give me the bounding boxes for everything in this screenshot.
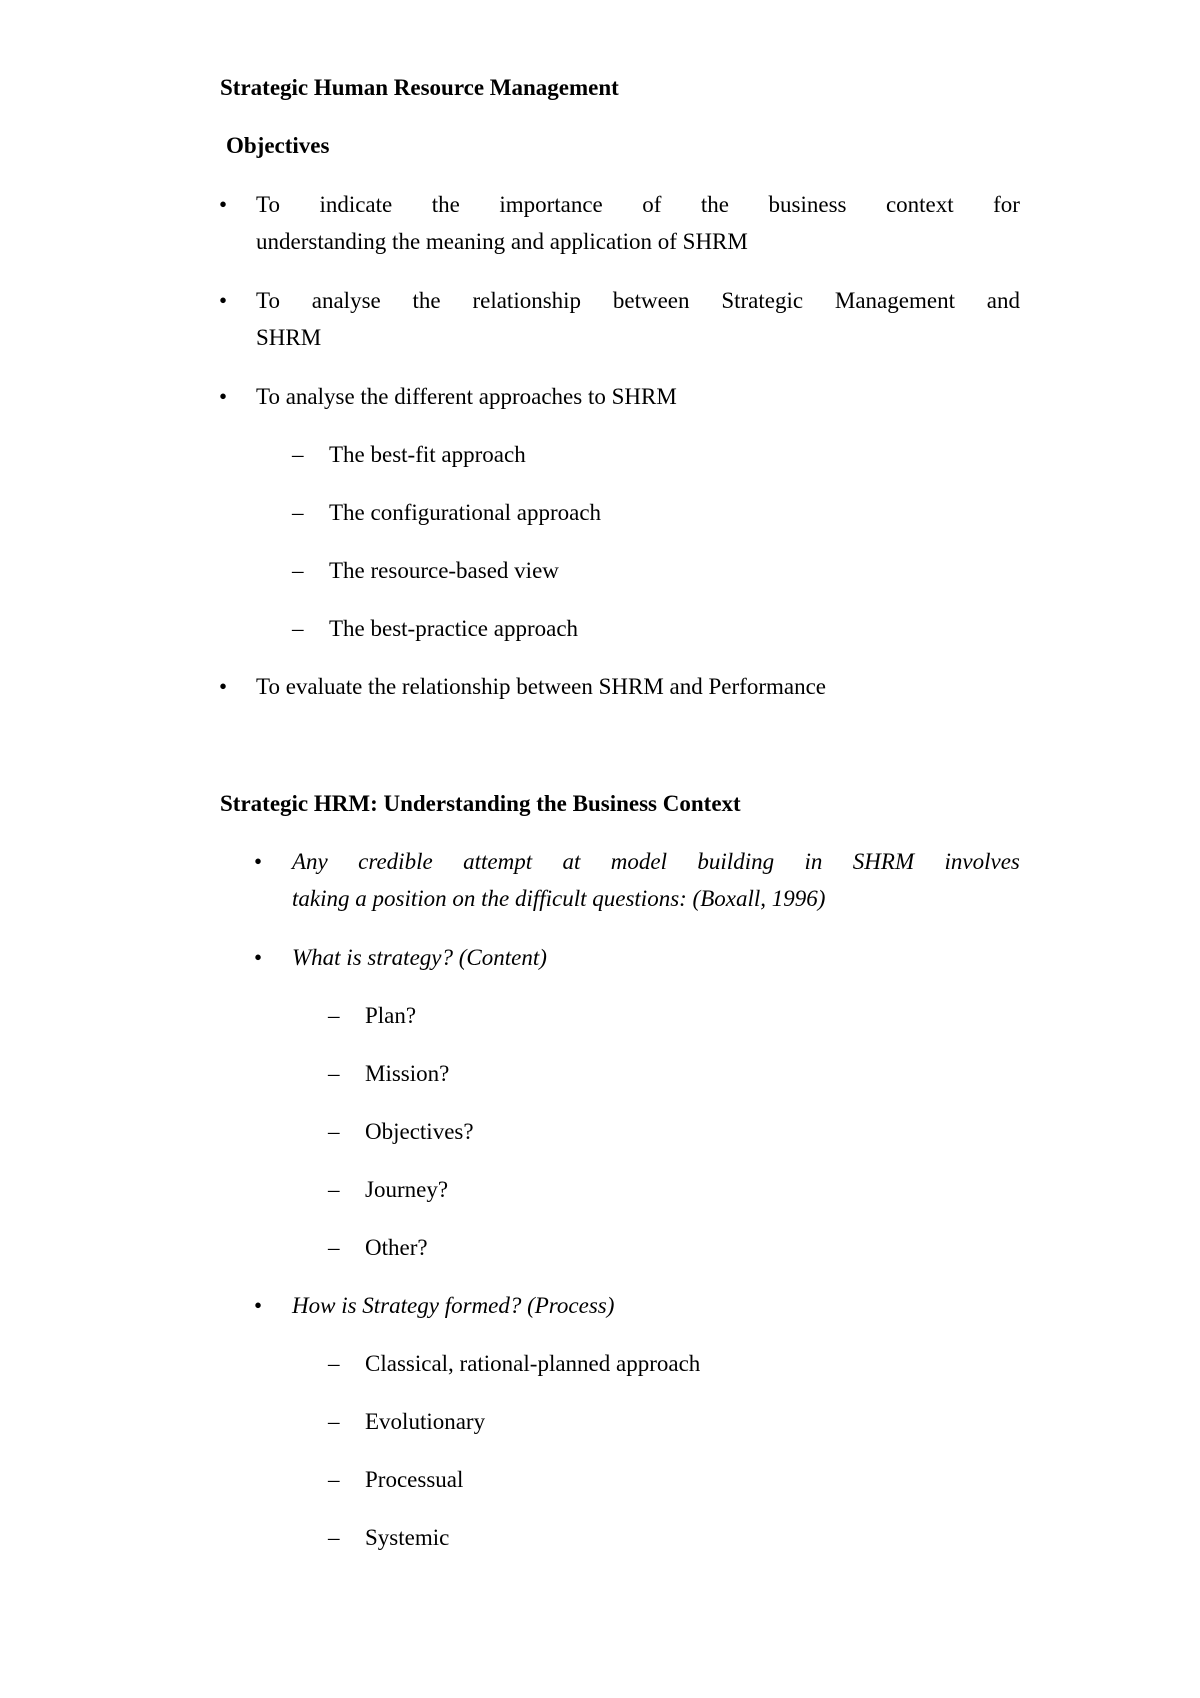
approach-item: The resource-based view (329, 558, 559, 583)
word: between (612, 288, 690, 313)
word: involves (944, 849, 1020, 874)
section-heading: Strategic HRM: Understanding the Business Context (220, 791, 741, 816)
word: in (804, 849, 823, 874)
strategy-process-item: Processual (365, 1467, 464, 1492)
word: credible (358, 849, 433, 874)
objective-3-line-1: To analyse the different approaches to SHRM (256, 384, 677, 409)
word: the (700, 192, 730, 217)
section2-item-1-line-2: taking a position on the difficult questions: (Boxall, 1996) (292, 886, 826, 911)
word: the (431, 192, 460, 217)
word: of (642, 192, 662, 217)
word: building (697, 849, 775, 874)
strategy-content-item: Objectives? (365, 1119, 474, 1144)
document-title: Strategic Human Resource Management (220, 75, 619, 100)
dash-icon: – (328, 1177, 340, 1202)
bullet-icon: • (219, 288, 228, 313)
objective-1-line-2: understanding the meaning and application of SHRM (256, 229, 748, 254)
word: SHRM (852, 849, 915, 874)
word: context (885, 192, 954, 217)
word: the (412, 288, 441, 313)
objective-1-line-1 (256, 191, 1020, 219)
word: To (256, 192, 280, 217)
dash-icon: – (328, 1409, 340, 1434)
objective-2-line-1 (256, 287, 1020, 315)
word: importance (499, 192, 603, 217)
strategy-content-item: Plan? (365, 1003, 417, 1028)
word: relationship (472, 288, 582, 313)
dash-icon: – (328, 1467, 340, 1492)
strategy-process-item: Systemic (365, 1525, 450, 1550)
word: for (993, 192, 1020, 217)
bullet-icon: • (219, 674, 228, 699)
word: business (768, 192, 847, 217)
dash-icon: – (328, 1351, 340, 1376)
word: To (256, 288, 280, 313)
objective-2-line-2: SHRM (256, 325, 322, 350)
word: Any (292, 849, 328, 874)
dash-icon: – (328, 1235, 340, 1260)
dash-icon: – (328, 1003, 340, 1028)
word: attempt (463, 849, 533, 874)
section2-item-1-line-1 (292, 848, 1020, 876)
dash-icon: – (292, 500, 304, 525)
objectives-heading: Objectives (226, 133, 330, 158)
dash-icon: – (328, 1525, 340, 1550)
word: Management (834, 288, 955, 313)
dash-icon: – (292, 442, 304, 467)
bullet-icon: • (254, 1293, 263, 1318)
dash-icon: – (328, 1061, 340, 1086)
objective-4-line-1: To evaluate the relationship between SHRM and Performance (256, 674, 827, 699)
dash-icon: – (292, 616, 304, 641)
word: Strategic (721, 288, 804, 313)
dash-icon: – (292, 558, 304, 583)
approach-item: The best-practice approach (329, 616, 579, 641)
dash-icon: – (328, 1119, 340, 1144)
word: model (610, 849, 668, 874)
approach-item: The best-fit approach (329, 442, 526, 467)
strategy-content-item: Journey? (365, 1177, 449, 1202)
approach-item: The configurational approach (329, 500, 602, 525)
section2-item-3: How is Strategy formed? (Process) (292, 1293, 615, 1318)
strategy-process-item: Classical, rational-planned approach (365, 1351, 701, 1376)
word: at (562, 849, 581, 874)
word: analyse (311, 288, 381, 313)
bullet-icon: • (254, 945, 263, 970)
strategy-process-item: Evolutionary (365, 1409, 486, 1434)
bullet-icon: • (254, 849, 263, 874)
section2-item-2: What is strategy? (Content) (292, 945, 547, 970)
word: indicate (319, 192, 393, 217)
bullet-icon: • (219, 192, 228, 217)
strategy-content-item: Other? (365, 1235, 428, 1260)
bullet-icon: • (219, 384, 228, 409)
strategy-content-item: Mission? (365, 1061, 450, 1086)
word: and (986, 288, 1020, 313)
